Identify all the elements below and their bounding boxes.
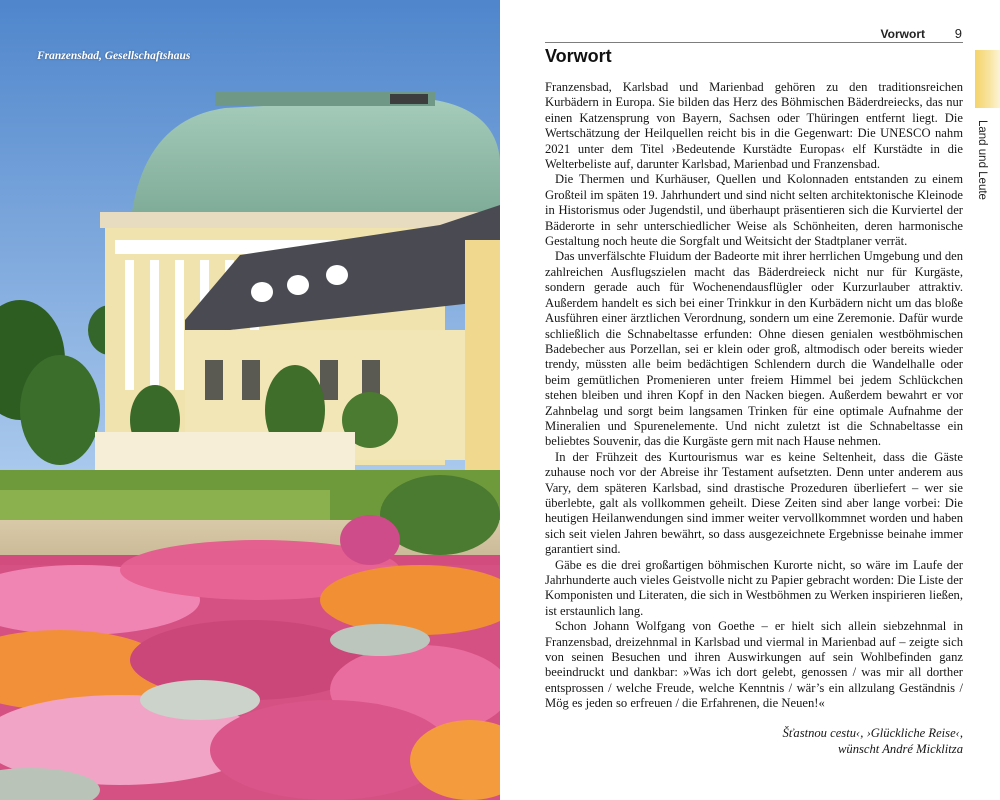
article-body <box>545 80 963 712</box>
page-header <box>545 26 963 43</box>
photo-caption: Franzensbad, Gesellschaftshaus <box>37 50 191 62</box>
page-title: Vorwort <box>545 46 612 66</box>
closing-greeting: Šťastnou cestu‹, ›Glückliche Reise‹, <box>782 726 963 740</box>
closing-signature <box>545 725 963 757</box>
paragraph: Franzensbad, Karlsbad und Marienbad gehören zu den traditionsreichen Kurbädern in Europa. Sie bilden das Herz des Böhmischen Bäderdreiecks, das nur einen Katzensprung von Bayern, Sachsen oder Thüringen entfernt liegt. Die Wertschätzung der Heilquellen reicht bis in die Gegenwart: Die UNESCO nahm 2021 unter dem Titel ›Bedeutende Kurstädte Europas‹ elf Kurstädte in die Welterbeliste auf, darunter Karlsbad, Marienbad und Franzensbad. <box>545 80 963 172</box>
closing-author: wünscht André Micklitza <box>838 742 963 756</box>
paragraph: In der Frühzeit des Kurtourismus war es keine Seltenheit, dass die Gäste zuhause noch vor der Abreise ihr Testament aufsetzten. Denn unter anderem aus Vary, dem späteren Karlsbad, sind drastische Prozeduren überliefert – wer sie überlebte, galt als vollkommen geheilt. Diese Zeiten sind aber lange vorbei: Die heutigen Heilanwendungen sind immer weiter vervollkommnet worden und haben sich seit vielen Jahren bewährt, so dass ausgezeichnete Ergebnisse beinahe immer garantiert sind. <box>545 449 963 557</box>
paragraph: Das unverfälschte Fluidum der Badeorte mit ihrer herrlichen Umgebung und den zahlreichen Ausflugszielen macht das Bäderdreieck nicht nur für Kurgäste, sondern gerade auch für Wochenendausflügler oder Kurzurlauber attraktiv. Außerdem handelt es sich bei einer Trinkkur in den Kurbädern nicht um das bloße Ausführen einer ärztlichen Verordnung, sondern um eine Zeremonie. Dafür wurde schließlich die Schnabeltasse erfunden: Ohne diesen genialen westböhmischen Badebecher aus Porzellan, sei er klein oder groß, altmodisch oder bereits wieder trendy, müssten alle beim bedächtigen Schlendern durch die Wandelhalle oder beim gemütlichen Promenieren unter freiem Himmel bei jedem Schlückchen stehen bleiben und ihren Kopf in den Nacken biegen. Außerdem bewahrt er vor Zahnbelag und sorgt beim langsamen Trinken für eine optimale Aufnahme der Mineralien und Spurenelemente. Und nicht zuletzt ist die Schnabeltasse ein beliebtes Souvenir, das die Kurgäste gern mit nach Hause nehmen. <box>545 249 963 449</box>
page-number: 9 <box>954 26 962 41</box>
chapter-tab-label: Land und Leute <box>976 120 988 200</box>
paragraph: Schon Johann Wolfgang von Goethe – er hielt sich allein siebzehnmal in Franzensbad, dreizehnmal in Karlsbad und viermal in Marienbad auf – zeigte sich von seinen Besuchen und ihren Auswirkungen auf sein Wohlbefinden ganz beeindruckt und dankbar: »Was ich dort gelebt, genossen / was mir all dorther entsprossen / welche Freude, welche Kenntnis / wär’s ein allzulang Geständnis / Mög es jeden so erfreuen / die Erfahrenen, die Neuen!« <box>545 619 963 711</box>
paragraph: Die Thermen und Kurhäuser, Quellen und Kolonnaden entstanden zu einem Großteil im späten 19. Jahrhundert und sind nicht selten architektonische Kleinode in Historismus oder Jugendstil, und überhaupt präsentieren sich die Kurviertel der Bäderorte in sehr unterschiedlicher Weise als Schönheiten, deren harmonische Gestaltung noch heute die Sorgfalt und Weitsicht der Stadtplaner verrät. <box>545 172 963 249</box>
running-head: Vorwort <box>880 27 925 41</box>
chapter-tab <box>975 50 1000 108</box>
paragraph: Gäbe es die drei großartigen böhmischen Kurorte nicht, so wäre im Laufe der Jahrhunderte auch vieles Geistvolle nicht zu Papier gebracht worden: Die Liste der Komponisten und Literaten, die sich in Westböhmen zu Werken inspirieren ließen, ist erstaunlich lang. <box>545 557 963 618</box>
